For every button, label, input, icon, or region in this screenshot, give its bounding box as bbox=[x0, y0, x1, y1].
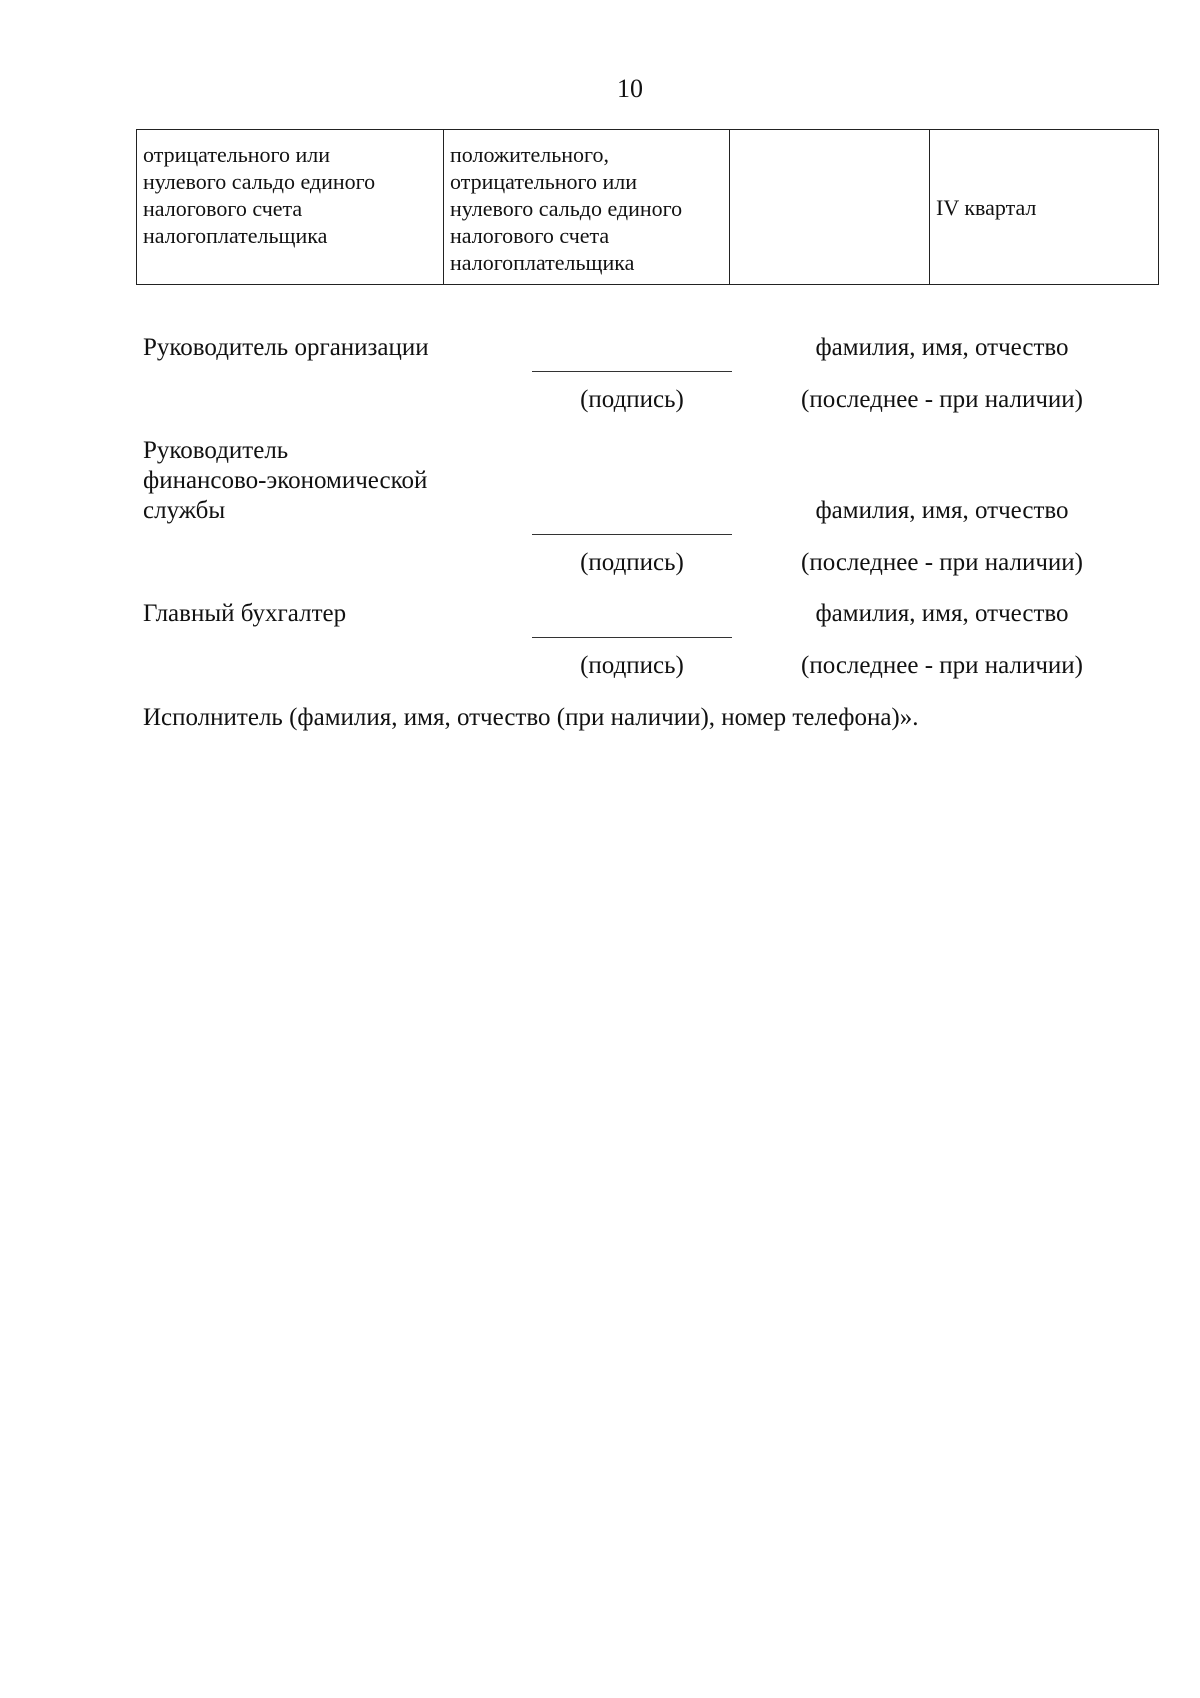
cell-line: налогоплательщика bbox=[143, 223, 328, 248]
signature-line-accountant bbox=[532, 637, 732, 638]
data-table bbox=[136, 129, 1159, 285]
name-label-head: фамилия, имя, отчество bbox=[815, 334, 1069, 361]
signature-line-head bbox=[532, 371, 732, 372]
signature-title-finance-line-1: Руководитель bbox=[143, 437, 289, 464]
signature-caption-accountant: (подпись) bbox=[580, 652, 684, 679]
name-label-accountant: фамилия, имя, отчество bbox=[815, 600, 1069, 627]
signature-line-finance bbox=[532, 534, 732, 535]
cell-line: налогоплательщика bbox=[450, 250, 635, 275]
name-caption-finance: (последнее - при наличии) bbox=[801, 549, 1083, 576]
cell-line: нулевого сальдо единого bbox=[143, 169, 376, 194]
signature-title-accountant: Главный бухгалтер bbox=[143, 600, 347, 627]
table-cell-col4 bbox=[930, 130, 1159, 285]
cell-line: налогового счета bbox=[143, 196, 303, 221]
signature-title-finance-line-2: финансово-экономической bbox=[143, 467, 428, 494]
cell-line: положительного, bbox=[450, 142, 610, 167]
cell-line: отрицательного или bbox=[450, 169, 637, 194]
executor-line: Исполнитель (фамилия, имя, отчество (при наличии), номер телефона)». bbox=[143, 704, 919, 731]
name-label-finance: фамилия, имя, отчество bbox=[815, 497, 1069, 524]
signature-title-finance-line-3: службы bbox=[143, 497, 226, 524]
signature-caption-head: (подпись) bbox=[580, 386, 684, 413]
signature-title-head: Руководитель организации bbox=[143, 334, 429, 361]
page-number: 10 bbox=[617, 74, 643, 103]
signature-caption-finance: (подпись) bbox=[580, 549, 684, 576]
cell-text: IV квартал bbox=[936, 194, 1037, 220]
name-caption-accountant: (последнее - при наличии) bbox=[801, 652, 1083, 679]
cell-line: налогового счета bbox=[450, 223, 610, 248]
name-caption-head: (последнее - при наличии) bbox=[801, 386, 1083, 413]
cell-line: нулевого сальдо единого bbox=[450, 196, 683, 221]
table-cell-col2 bbox=[444, 130, 730, 285]
cell-line: отрицательного или bbox=[143, 142, 330, 167]
table-cell-col3 bbox=[730, 130, 930, 285]
table-row bbox=[137, 130, 1159, 285]
table-cell-col1 bbox=[137, 130, 444, 285]
